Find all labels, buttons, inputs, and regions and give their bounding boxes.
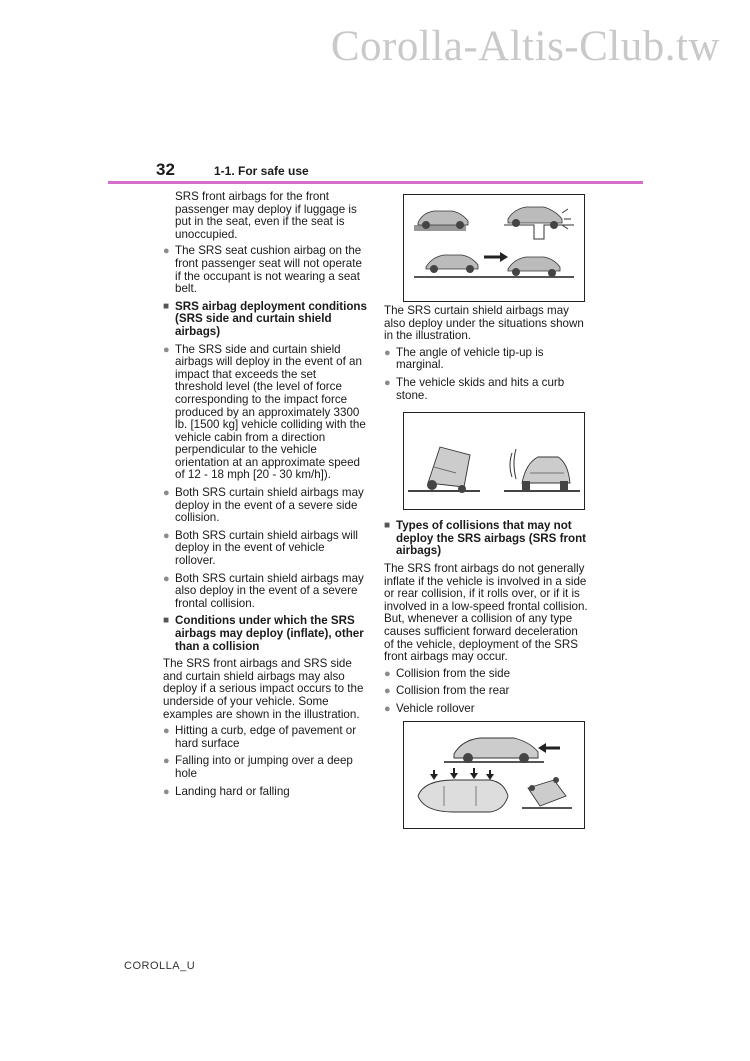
bullet-icon: ● [384, 685, 391, 698]
bullet-landing: ● Landing hard or falling [163, 784, 290, 798]
car-hole-illustration [504, 207, 574, 239]
square-bullet-icon: ■ [163, 300, 170, 312]
paragraph-front-passenger: SRS front airbags for the front passenger may deploy if luggage is put in the seat, even if the seat is unoccupied. [175, 190, 357, 241]
bullet-icon: ● [384, 702, 391, 715]
bullet-rollover: ● Both SRS curtain shield airbags will deploy in the event of vehicle rollover. [163, 528, 359, 568]
bullet-icon: ● [163, 487, 170, 500]
illustration-tip-up-and-skid [403, 412, 585, 510]
bullet-vehicle-rollover: ● Vehicle rollover [384, 701, 475, 715]
bullet-side-curtain-threshold: ● The SRS side and curtain shield airbags will deploy in the event of an impact that exceeds the set threshold level (the level of force corresponding to the impact force produced by an approximately 3300 lb. [1500 kg] vehicle colliding with the vehicle cabin from a direction perpendicular to the vehicle orientation at an approximate speed of 12 - 18 mph [20 - 30 km/h]). [163, 342, 366, 482]
heading-side-curtain-deployment: ■ SRS airbag deployment conditions (SRS side and curtain shield airbags) [163, 299, 367, 338]
bullet-icon: ● [163, 755, 170, 768]
paragraph-underside-impact: The SRS front airbags and SRS side and curtain shield airbags may also deploy if a serious impact occurs to the underside of your vehicle. Some examples are shown in the illustration. [163, 657, 364, 721]
bullet-icon: ● [163, 529, 170, 542]
bullet-deep-hole: ● Falling into or jumping over a deep hole [163, 754, 353, 780]
bullet-icon: ● [384, 346, 391, 359]
bullet-icon: ● [384, 376, 391, 389]
bullet-collision-rear: ● Collision from the rear [384, 684, 510, 698]
bullet-tip-up: ● The angle of vehicle tip-up is marginal. [384, 345, 544, 372]
paragraph-types-of-collisions: The SRS front airbags do not generally inflate if the vehicle is involved in a side or rear collision, if it rolls over, or if it is involved in a low-speed frontal collision. But, whenever a collision of any type causes sufficient forward deceleration of the vehicle, deployment of the SRS front airbags may occur. [384, 561, 588, 664]
footer-label: COROLLA_U [124, 960, 196, 972]
bullet-icon: ● [163, 572, 170, 585]
bullet-curb: ● Hitting a curb, edge of pavement or hard surface [163, 724, 357, 750]
bullet-icon: ● [163, 785, 170, 798]
bullet-frontal-collision: ● Both SRS curtain shield airbags may also deploy in the event of a severe frontal collision. [163, 571, 364, 610]
bullet-skids: ● The vehicle skids and hits a curb stone. [384, 375, 565, 402]
side-collision-illustration [418, 768, 508, 812]
bullet-side-collision: ● Both SRS curtain shield airbags may deploy in the event of a severe side collision. [163, 486, 364, 525]
car-curb-illustration [414, 211, 468, 231]
paragraph-curtain-situations: The SRS curtain shield airbags may also deploy under the situations shown in the illustration. [384, 304, 584, 343]
illustration-non-deploy-collisions [403, 721, 585, 829]
rollover-illustration [522, 777, 572, 808]
left-column [163, 191, 367, 803]
watermark: Corolla-Altis-Club.tw [330, 23, 720, 70]
square-bullet-icon: ■ [384, 520, 391, 532]
bullet-icon: ● [163, 245, 170, 258]
bullet-icon: ● [384, 667, 391, 680]
tipped-car-illustration [427, 447, 470, 493]
header-rule [108, 181, 643, 184]
right-column [384, 194, 589, 832]
bullet-collision-side: ● Collision from the side [384, 666, 511, 680]
heading-types-of-collisions: ■ Types of collisions that may not deploy the SRS airbags (SRS front airbags) [384, 519, 587, 558]
page-number: 32 [156, 160, 175, 179]
skidding-car-illustration [510, 449, 570, 491]
bullet-seat-cushion: ● The SRS seat cushion airbag on the front passenger seat will not operate if the occupant is not wearing a seat belt. [163, 244, 362, 296]
bullet-icon: ● [163, 725, 170, 738]
rear-collision-illustration [444, 738, 560, 763]
illustration-underside-impacts [403, 194, 585, 302]
square-bullet-icon: ■ [163, 615, 170, 627]
car-landing-illustration [414, 252, 574, 277]
section-title: 1-1. For safe use [214, 164, 309, 178]
bullet-icon: ● [163, 343, 170, 356]
heading-other-conditions: ■ Conditions under which the SRS airbags may deploy (inflate), other than a collision [163, 614, 364, 653]
